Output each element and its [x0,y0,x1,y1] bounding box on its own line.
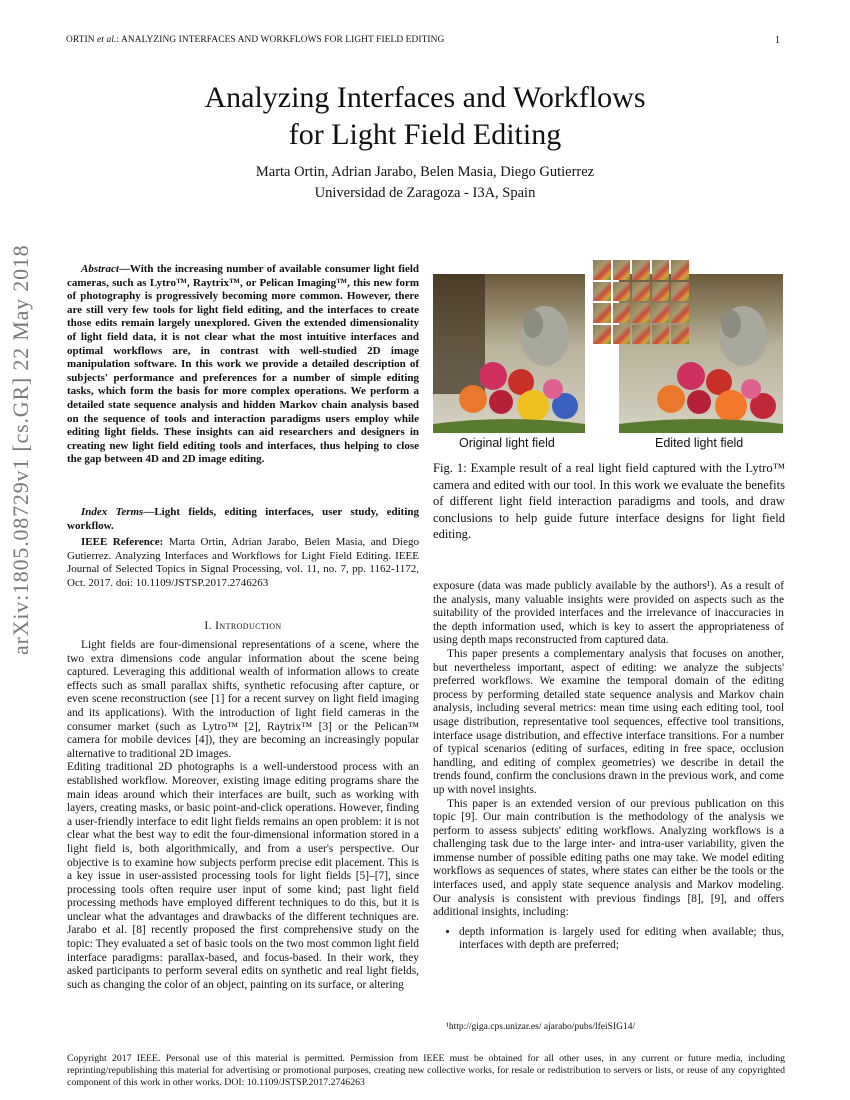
view-thumbnail [593,303,611,323]
view-thumbnail [632,303,650,323]
copyright-text: Copyright 2017 IEEE. Personal use of this material is permitted. Permission from IEEE must be obtained for all other uses, in any current or future media, including reprinting/republishing this material for advertising or promotional purposes, creating new collective works, for resale or redistribution to servers or lists, or reuse of any copyrighted component of this work in other works. DOI: 10.1109/JSTSP.2017.2746263 [67,1053,785,1089]
view-thumbnail [613,282,631,302]
abstract [67,263,419,467]
footnote: ¹http://giga.cps.unizar.es/ ajarabo/pubs/lfeiSIG14/ [446,1022,636,1032]
view-thumbnail [652,282,670,302]
intro-paragraph: Editing traditional 2D photographs is a well-understood process with an established workflow. Moreover, existing image editing programs share the main ideas around which their interfaces are built, such as working with layers, creating masks, or basic point-and-click operations. However, finding a user-friendly interface to edit light fields remains an open problem: it is not clear what the best way to edit the four-dimensional information stored in a light field is, both algorithmically, and from a user's perspective. Our objective is to examine how subjects perform precise edit placement. This is a key issue in user-assisted processing tools for light fields [5]–[7], since processing tools often require user input of some kind; past light field processing methods have employed different techniques to do this, but it is unclear what the advantages and drawbacks of the different techniques are. Jarabo et al. [8] recently proposed the first comprehensive study on the topic: They evaluated a set of basic tools on the two most common light field interface paradigms: parallax-based, and focus-based. In their work, they asked participants to perform several edits on synthetic and real light fields, such as changing the color of an object, painting on its surface, or altering [67,761,419,991]
view-thumbnail [632,260,650,280]
view-thumbnail [671,325,689,345]
abstract-lead: Abstract [81,263,119,275]
view-thumbnail [632,325,650,345]
view-thumbnail [613,260,631,280]
list-item: • depth information is largely used for editing when available; thus, interfaces with depth are preferred; [459,926,784,953]
ieee-reference-text: Marta Ortin, Adrian Jarabo, Belen Masia, and Diego Gutierrez. Analyzing Interfaces and Workflows for Light Field Editing. IEEE Journal of Selected Topics in Signal Processing, vol. 11, no. 7, pp. 1162-1172, Oct. 2017. doi: 10.1109/JSTSP.2017.2746263 [67,536,419,589]
view-thumbnail [613,325,631,345]
view-thumbnail [671,303,689,323]
original-light-field-image [433,274,585,433]
view-thumbnail [671,260,689,280]
label-edited: Edited light field [655,436,744,450]
figure-1 [433,260,785,452]
copyright-notice [67,1053,785,1090]
body-paragraph: This paper is an extended version of our previous publication on this topic [9]. Our main contribution is the methodology of the analysis we perform to assess subjects' editing workflows. Analyzing workflows is a challenging task due to the large inter- and intra-user variability, given the immense number of possible editing paths one may take. We model editing workflows as sequences of states, where states can either be the tools or the interfaces used, and apply state sequence analysis and Markov modeling. Our analysis is consistent with previous findings [8], [9], and offers additional insights, including: [433,797,784,919]
author-names: Marta Ortin, Adrian Jarabo, Belen Masia, Diego Gutierrez [255,164,595,180]
ieee-reference-lead: IEEE Reference: [81,536,164,548]
view-thumbnail [652,325,670,345]
ieee-reference [67,536,419,590]
label-original: Original light field [459,436,555,450]
view-thumbnail [671,282,689,302]
view-thumbnail [652,260,670,280]
index-terms-text: —Light fields, editing interfaces, user study, editing workflow. [67,506,419,532]
running-head-etal: et al. [97,35,117,45]
running-head [66,35,444,45]
insights-list [433,926,784,953]
view-thumbnail [613,303,631,323]
author-affiliation: Universidad de Zaragoza - I3A, Spain [314,185,536,201]
view-thumbnail [593,282,611,302]
intro-paragraph: Light fields are four-dimensional representations of a scene, where the two extra dimensions code angular information about the scene being captured. Leveraging this additional wealth of information allows to create effects such as small parallax shifts, synthetic refocusing after capture, or even scene reconstruction (see [1] for a recent survey on light field imaging and its applications). With the introduction of light field cameras in the consumer market (such as Lytro™ [2], Raytrix™ [3] or the Pelican™ camera for mobile devices [4]), they are becoming an increasingly popular alternative to traditional 2D images. [67,639,419,760]
title-line-2: for Light Field Editing [288,118,562,151]
figure-caption: Fig. 1: Example result of a real light field captured with the Lytro™ camera and edited with our tool. In this work we evaluate the benefits of different light field interaction paradigms and tools, and draw conclusions to help guide future interface designs for light field editing. [433,461,785,541]
index-terms-lead: Index Terms [81,506,144,518]
body-paragraph: This paper presents a complementary analysis that focuses on another, but nevertheless important, aspect of editing: we analyze the subjects' preferred workflows. We examine the temporal domain of the editing process by performing detailed state sequence analysis and Markov chain analysis, including several metrics: mean time using each editing tool, tool usage distribution, representative tool sequences, effective tool transitions, interface usage distribution, and effective interface transitions. For a number of typical scenarios (editing of surfaces, editing in free space, occlusion handling, and editing of complex geometries) we describe in detail the trends found, confirm the conclusions drawn in the previous work, and come up with novel insights. [433,647,784,796]
arxiv-stamp-text: arXiv:1805.08729v1 [cs.GR] 22 May 2018 [8,244,33,655]
body-paragraph: exposure (data was made publicly available by the authors¹). As a result of the analysis, many valuable insights were provided on aspects such as the suitability of the provided interfaces and the irrelevance of inaccuracies in the depth information used, which is key to assert the appropriateness of using depth maps reconstructed from captured data. [433,580,784,647]
view-thumbnail [632,282,650,302]
view-thumbnail [652,303,670,323]
index-terms [67,506,419,533]
author-block [0,162,850,204]
paper-title [0,79,850,153]
view-thumbnail [593,325,611,345]
section-heading-introduction: I. Introduction [204,620,282,632]
introduction-body [67,639,419,992]
abstract-text: —With the increasing number of available consumer light field cameras, such as Lytro™, Raytrix™, or Pelican Imaging™, this new form of photography is progressively becoming more common. However, there are still very few tools for light field editing, and the interfaces to create those edits remain largely unexplored. Given the extended dimensionality of light field data, it is not clear what the most intuitive interfaces and optimal workflows are, in contrast with well-studied 2D image manipulation software. In this work we provide a detailed description of subjects' performance and preferences for a number of simple editing tasks, which form the basis for more complex operations. We perform a detailed state sequence analysis and hidden Markov chain analysis based on the sequence of tools and interaction paradigms users employ while editing light fields. These insights can aid researchers and designers in creating new light field editing tools and interfaces, thus helping to close the gap between 4D and 2D image editing. [67,263,419,466]
running-head-title: : ANALYZING INTERFACES AND WORKFLOWS FOR LIGHT FIELD EDITING [116,35,445,45]
view-thumbnail [593,260,611,280]
running-head-authors: ORTIN [66,35,95,45]
page-number: 1 [775,35,780,46]
right-column-body [433,580,784,953]
title-line-1: Analyzing Interfaces and Workflows [204,81,646,114]
light-field-views-grid [593,260,689,344]
